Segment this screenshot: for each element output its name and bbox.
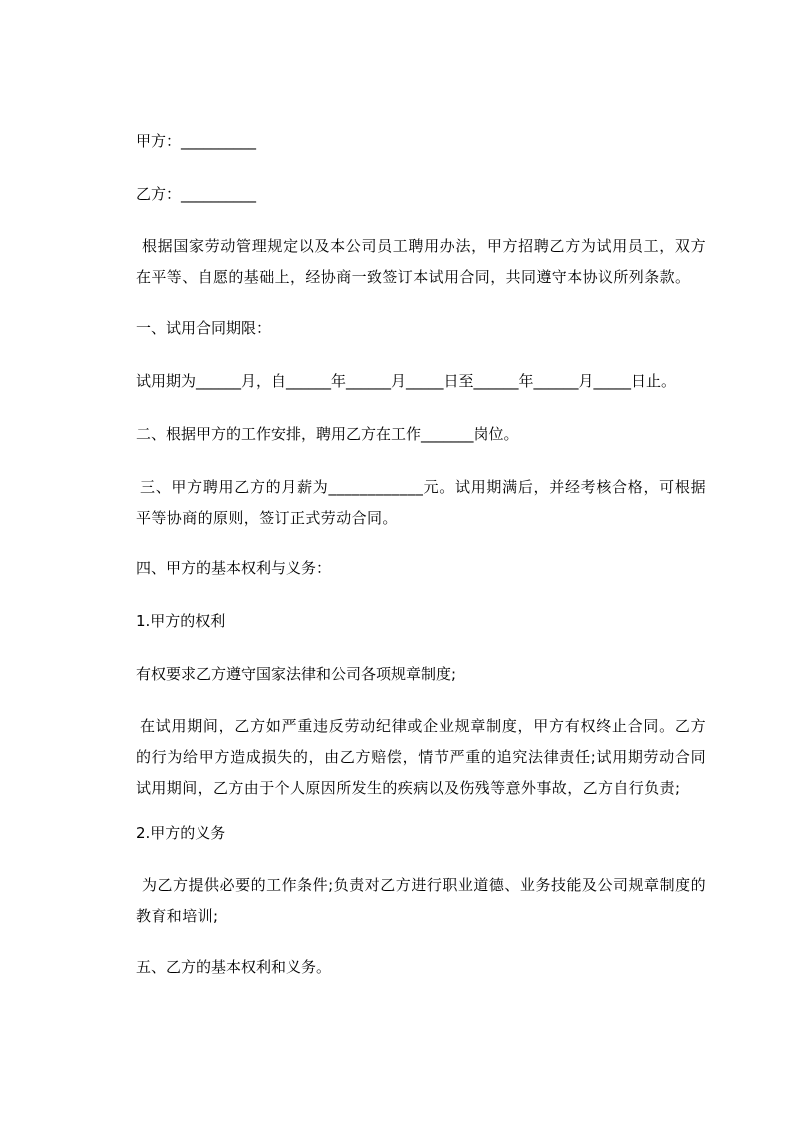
party-b-line: 乙方：__________ [136,185,257,203]
section-4-2-title: 2.甲方的义务 [136,824,226,842]
section-1-title: 一、试用合同期限： [136,319,272,337]
party-a-line: 甲方：__________ [136,132,257,150]
section-4-2-a-paragraph: 为乙方提供必要的工作条件;负责对乙方进行职业道德、业务技能及公司规章制度的教育和培训; [136,876,706,925]
section-5-title: 五、乙方的基本权利和义务。 [136,958,332,976]
section-4-title: 四、甲方的基本权利与义务： [136,559,332,577]
preamble-paragraph: 根据国家劳动管理规定以及本公司员工聘用办法，甲方招聘乙方为试用员工，双方在平等、自愿的基础上，经协商一致签订本试用合同，共同遵守本协议所列条款。 [136,237,706,286]
section-4-1-a: 有权要求乙方遵守国家法律和公司各项规章制度; [136,665,457,683]
section-4-1-title: 1.甲方的权利 [136,612,226,630]
section-1-body: 试用期为______月，自______年______月_____日至______年______月_____日止。 [136,372,677,390]
section-2-line: 二、根据甲方的工作安排，聘用乙方在工作_______岗位。 [136,425,519,443]
section-3-paragraph: 三、甲方聘用乙方的月薪为____________元。试用期满后，并经考核合格，可根据平等协商的原则，签订正式劳动合同。 [136,478,706,527]
section-4-1-b-paragraph: 在试用期间，乙方如严重违反劳动纪律或企业规章制度，甲方有权终止合同。乙方的行为给甲方造成损失的，由乙方赔偿，情节严重的追究法律责任;试用期劳动合同试用期间，乙方由于个人原因所发生的疾病以及伤残等意外事故，乙方自行负责; [136,717,706,797]
